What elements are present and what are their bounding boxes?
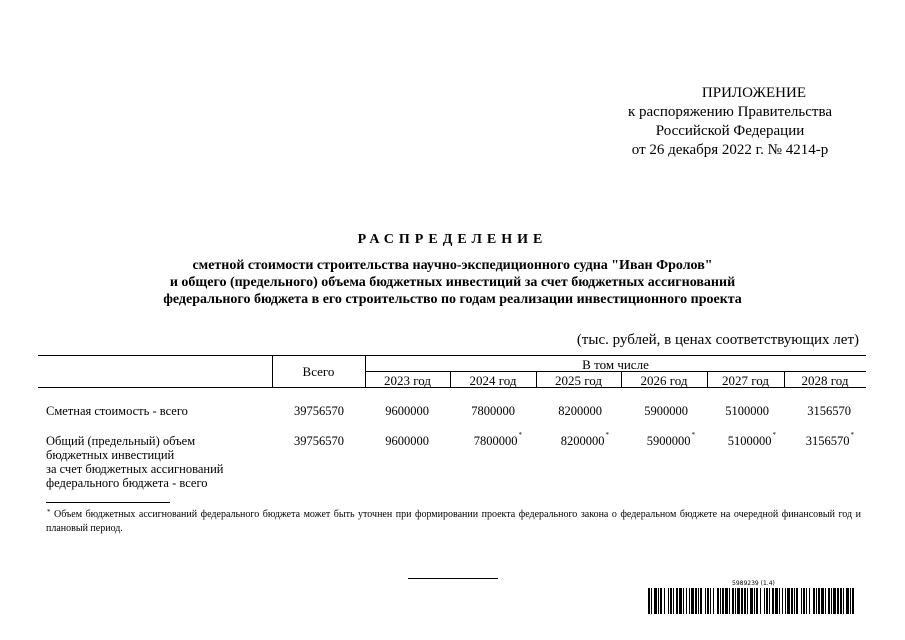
footnote-mark: *: [518, 431, 522, 439]
barcode-bar: [673, 588, 674, 614]
value-text: 5900000: [646, 434, 691, 448]
barcode-bar: [695, 588, 697, 614]
row-total: 39756570: [294, 434, 344, 448]
barcode-bar: [710, 588, 711, 614]
footnote-mark: *: [850, 431, 854, 439]
footnote-separator: [46, 502, 170, 503]
footnote-text: Объем бюджетных ассигнований федерального бюджета может быть уточнен при формировании проекта федерального закона о федеральном бюджете на очередной финансовый год и плановый период.: [46, 509, 861, 534]
value-text: 5900000: [644, 404, 688, 418]
barcode-bar: [754, 588, 755, 614]
value-text: 3156570: [807, 404, 851, 418]
value-text: 5100000: [727, 434, 772, 448]
barcode-bar: [660, 588, 662, 614]
barcode-bar: [750, 588, 753, 614]
barcode-bar: [722, 588, 724, 614]
row-label: [46, 404, 188, 418]
barcode-label: 5989239 (1.4): [732, 580, 775, 587]
appendix-line-3: от 26 декабря 2022 г. № 4214-р: [631, 142, 829, 158]
barcode-bar: [700, 588, 702, 614]
row-label: [46, 434, 223, 490]
value-text: 7800000: [471, 404, 515, 418]
row-label-line: бюджетных инвестиций: [46, 448, 175, 462]
barcode-bar: [732, 588, 734, 614]
row-label-line: Общий (предельный) объем: [46, 434, 196, 448]
barcode-image: [648, 588, 858, 614]
header-year: 2024 год: [469, 373, 517, 388]
barcode-bar: [769, 588, 770, 614]
barcode-bar: [683, 588, 684, 614]
barcode-bar: [821, 588, 824, 614]
barcode-bar: [779, 588, 780, 614]
bottom-separator: [408, 578, 498, 579]
barcode-bar: [816, 588, 817, 614]
value-text: 7800000: [473, 434, 518, 448]
barcode-bar: [766, 588, 768, 614]
barcode-bar: [747, 588, 748, 614]
row-value: [365, 404, 430, 419]
value-text: 8200000: [558, 404, 602, 418]
barcode-bar: [825, 588, 826, 614]
header-year: 2023 год: [384, 373, 431, 388]
row-value: [536, 404, 603, 419]
row-label-line: за счет бюджетных ассигнований: [46, 462, 224, 476]
value-text: 8200000: [560, 434, 605, 448]
row-value: [536, 431, 609, 449]
header-year: 2026 год: [640, 373, 688, 388]
value-text: 5100000: [725, 404, 769, 418]
barcode-bar: [679, 588, 682, 614]
row-value: [707, 431, 776, 449]
barcode-bar: [809, 588, 810, 614]
barcode-bar: [654, 588, 657, 614]
barcode-bar: [831, 588, 832, 614]
header-year: 2025 год: [555, 373, 602, 388]
footnote-mark: *: [772, 431, 776, 439]
barcode-bar: [850, 588, 851, 614]
barcode-bar: [720, 588, 721, 614]
barcode-bar: [651, 588, 652, 614]
row-value: [621, 404, 689, 419]
footnote-mark: *: [605, 431, 609, 439]
barcode-bar: [775, 588, 778, 614]
subtitle-line-2: и общего (предельного) объема бюджетных инвестиций за счет бюджетных ассигнований: [169, 275, 736, 290]
barcode-bar: [698, 588, 699, 614]
header-total: Всего: [302, 364, 335, 379]
row-value: [784, 404, 852, 419]
barcode-bar: [828, 588, 830, 614]
barcode-bar: [782, 588, 783, 614]
barcode-bar: [691, 588, 694, 614]
document-heading: РАСПРЕДЕЛЕНИЕ: [357, 232, 548, 247]
barcode-bar: [664, 588, 665, 614]
footnote: [46, 508, 861, 536]
barcode-bar: [772, 588, 774, 614]
barcode-bar: [806, 588, 807, 614]
barcode-bar: [713, 588, 714, 614]
row-value: [707, 404, 770, 419]
units-note: (тыс. рублей, в ценах соответствующих лет): [576, 332, 859, 348]
barcode-bar: [648, 588, 650, 614]
barcode-bar: [707, 588, 709, 614]
value-text: 3156570: [805, 434, 850, 448]
row-label-line: федерального бюджета - всего: [46, 476, 208, 490]
row-value: [450, 431, 522, 449]
footnote-mark: *: [47, 508, 51, 516]
barcode-bar: [729, 588, 730, 614]
barcode-bar: [794, 588, 795, 614]
row-value: [784, 431, 854, 449]
value-text: 9600000: [385, 404, 429, 418]
barcode-bar: [764, 588, 765, 614]
barcode-bar: [840, 588, 842, 614]
footnote-mark: *: [691, 431, 695, 439]
barcode-bar: [833, 588, 836, 614]
barcode-bar: [725, 588, 728, 614]
row-value: [621, 431, 695, 449]
barcode-bar: [813, 588, 815, 614]
table-top-rule: [38, 355, 866, 356]
barcode-bar: [837, 588, 839, 614]
barcode-bar: [803, 588, 805, 614]
barcode-bar: [735, 588, 736, 614]
barcode-bar: [787, 588, 790, 614]
barcode-bar: [756, 588, 758, 614]
barcode-bar: [741, 588, 743, 614]
barcode-bar: [676, 588, 678, 614]
document-subtitle: [0, 257, 905, 308]
appendix-block: [560, 84, 900, 160]
header-including: В том числе: [582, 357, 649, 372]
row-value: [450, 404, 516, 419]
barcode-bar: [717, 588, 719, 614]
row-label-line: Сметная стоимость - всего: [46, 404, 188, 418]
header-year: 2027 год: [722, 373, 769, 388]
barcode-bar: [705, 588, 706, 614]
barcode-bar: [785, 588, 786, 614]
barcode-bar: [818, 588, 820, 614]
barcode-bar: [737, 588, 740, 614]
barcode-bar: [796, 588, 798, 614]
barcode-bar: [846, 588, 849, 614]
barcode-bar: [658, 588, 659, 614]
subtitle-line-3: федерального бюджета в его строительство по годам реализации инвестиционного проекта: [163, 292, 742, 307]
appendix-line-1: к распоряжению Правительства: [627, 104, 832, 120]
barcode-bar: [689, 588, 690, 614]
barcode-bar: [760, 588, 761, 614]
value-text: 9600000: [385, 434, 429, 448]
appendix-title: ПРИЛОЖЕНИЕ: [701, 85, 806, 101]
barcode-bar: [852, 588, 854, 614]
row-value: [365, 434, 430, 449]
appendix-line-2: Российской Федерации: [655, 123, 805, 139]
barcode-bar: [801, 588, 802, 614]
barcode-bar: [686, 588, 687, 614]
barcode-bar: [791, 588, 793, 614]
row-total: 39756570: [294, 404, 344, 418]
barcode-bar: [744, 588, 746, 614]
barcode-bar: [670, 588, 672, 614]
barcode-bar: [843, 588, 844, 614]
header-year: 2028 год: [801, 373, 849, 388]
subtitle-line-1: сметной стоимости строительства научно-экспедиционного судна "Иван Фролов": [192, 258, 713, 273]
barcode-bar: [668, 588, 669, 614]
